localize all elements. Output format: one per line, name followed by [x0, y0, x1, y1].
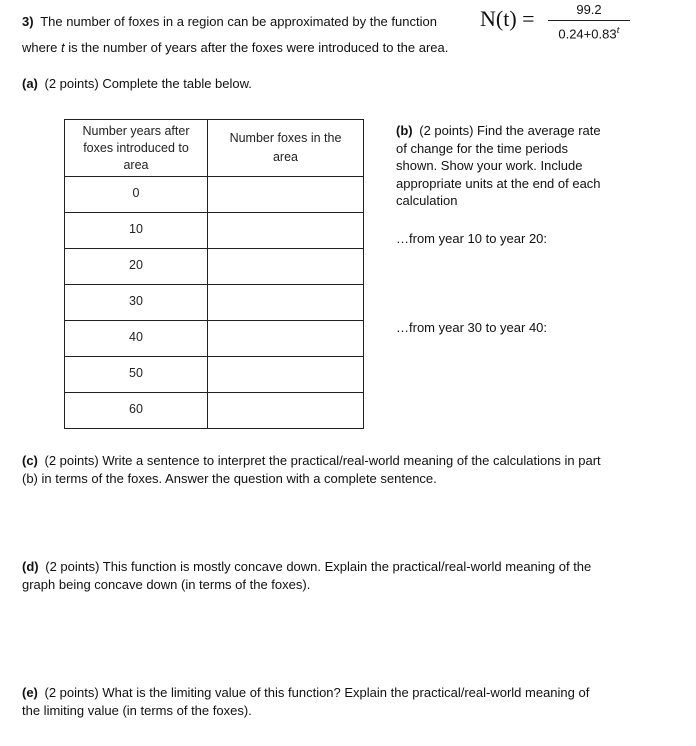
table-row: [65, 249, 364, 285]
part-b-text-5: calculation: [396, 193, 458, 208]
part-d-text-1: (2 points) This function is mostly concave down. Explain the practical/real-world meaning of the: [45, 559, 592, 574]
foxes-cell[interactable]: [208, 213, 364, 249]
part-e-text-2: the limiting value (in terms of the foxes).: [22, 702, 252, 718]
part-d-line1: [22, 558, 591, 576]
header-years: [65, 120, 208, 177]
part-c-text-2: (b) in terms of the foxes. Answer the question with a complete sentence.: [22, 470, 437, 486]
years-cell: 60: [65, 393, 208, 429]
part-c-line1: [22, 452, 601, 470]
years-cell: 30: [65, 285, 208, 321]
part-e-line1: [22, 684, 589, 702]
foxes-cell[interactable]: [208, 249, 364, 285]
header-foxes-line2: area: [272, 150, 299, 164]
intro-variable: t: [61, 40, 65, 55]
part-b-text-2: of change for the time periods: [396, 140, 568, 156]
part-b-line1: [396, 122, 656, 140]
years-cell: 0: [65, 177, 208, 213]
part-a-text: (2 points) Complete the table below.: [44, 76, 252, 91]
part-e-prompt: [22, 684, 589, 719]
question-intro-line2: [22, 39, 448, 57]
part-b-text-4: appropriate units at the end of each: [396, 175, 601, 191]
function-fraction: [548, 2, 630, 41]
foxes-cell[interactable]: [208, 285, 364, 321]
table-row: [65, 285, 364, 321]
function-denominator-base: 0.24+0.83: [558, 26, 617, 42]
header-foxes: [208, 120, 364, 177]
foxes-cell[interactable]: [208, 321, 364, 357]
header-years-line2: foxes introduced to: [83, 140, 189, 155]
table-row: [65, 321, 364, 357]
table-row: [65, 177, 364, 213]
header-years-line1: Number years after: [82, 123, 190, 138]
part-a-prompt: [22, 75, 252, 93]
function-exponent: t: [616, 24, 620, 36]
part-c-label: (c): [22, 453, 38, 468]
part-b-prompt: [396, 122, 656, 210]
years-cell: 10: [65, 213, 208, 249]
intro-suffix: is the number of years after the foxes were introduced to the area.: [64, 40, 449, 55]
function-denominator: [548, 24, 630, 41]
part-d-text-2: graph being concave down (in terms of the foxes).: [22, 576, 311, 592]
part-e-text-1: (2 points) What is the limiting value of this function? Explain the practical/real-world meaning of: [44, 685, 590, 700]
years-cell: 20: [65, 249, 208, 285]
part-b-period-1: …from year 10 to year 20:: [396, 231, 548, 246]
table-row: [65, 213, 364, 249]
foxes-cell[interactable]: [208, 357, 364, 393]
question-intro-text: The number of foxes in a region can be approximated by the function: [40, 14, 437, 29]
part-d-label: (d): [22, 559, 39, 574]
part-e-label: (e): [22, 685, 38, 700]
years-cell: 40: [65, 321, 208, 357]
intro-prefix: where: [22, 40, 62, 55]
question-number: 3): [22, 14, 34, 29]
part-c-text-1: (2 points) Write a sentence to interpret the practical/real-world meaning of the calculations in part: [44, 453, 601, 468]
part-a-label: (a): [22, 76, 38, 91]
question-intro-line1: [22, 13, 437, 31]
part-b-period-2: …from year 30 to year 40:: [396, 320, 548, 335]
fox-table: [64, 119, 364, 429]
function-numerator: 99.2: [576, 2, 602, 17]
part-b-text-3: shown. Show your work. Include: [396, 158, 583, 173]
fraction-bar: [548, 20, 630, 21]
function-lhs: N(t) =: [480, 6, 535, 31]
table-row: [65, 393, 364, 429]
table-row: [65, 357, 364, 393]
part-c-prompt: [22, 452, 601, 487]
foxes-cell[interactable]: [208, 393, 364, 429]
part-b-label: (b): [396, 123, 413, 138]
part-d-prompt: [22, 558, 591, 593]
table-header-row: [65, 120, 364, 177]
years-cell: 50: [65, 357, 208, 393]
header-years-line3: area: [123, 157, 149, 172]
part-b-text-1: (2 points) Find the average rate: [419, 123, 601, 138]
foxes-cell[interactable]: [208, 177, 364, 213]
header-foxes-line1: Number foxes in the: [229, 131, 342, 145]
